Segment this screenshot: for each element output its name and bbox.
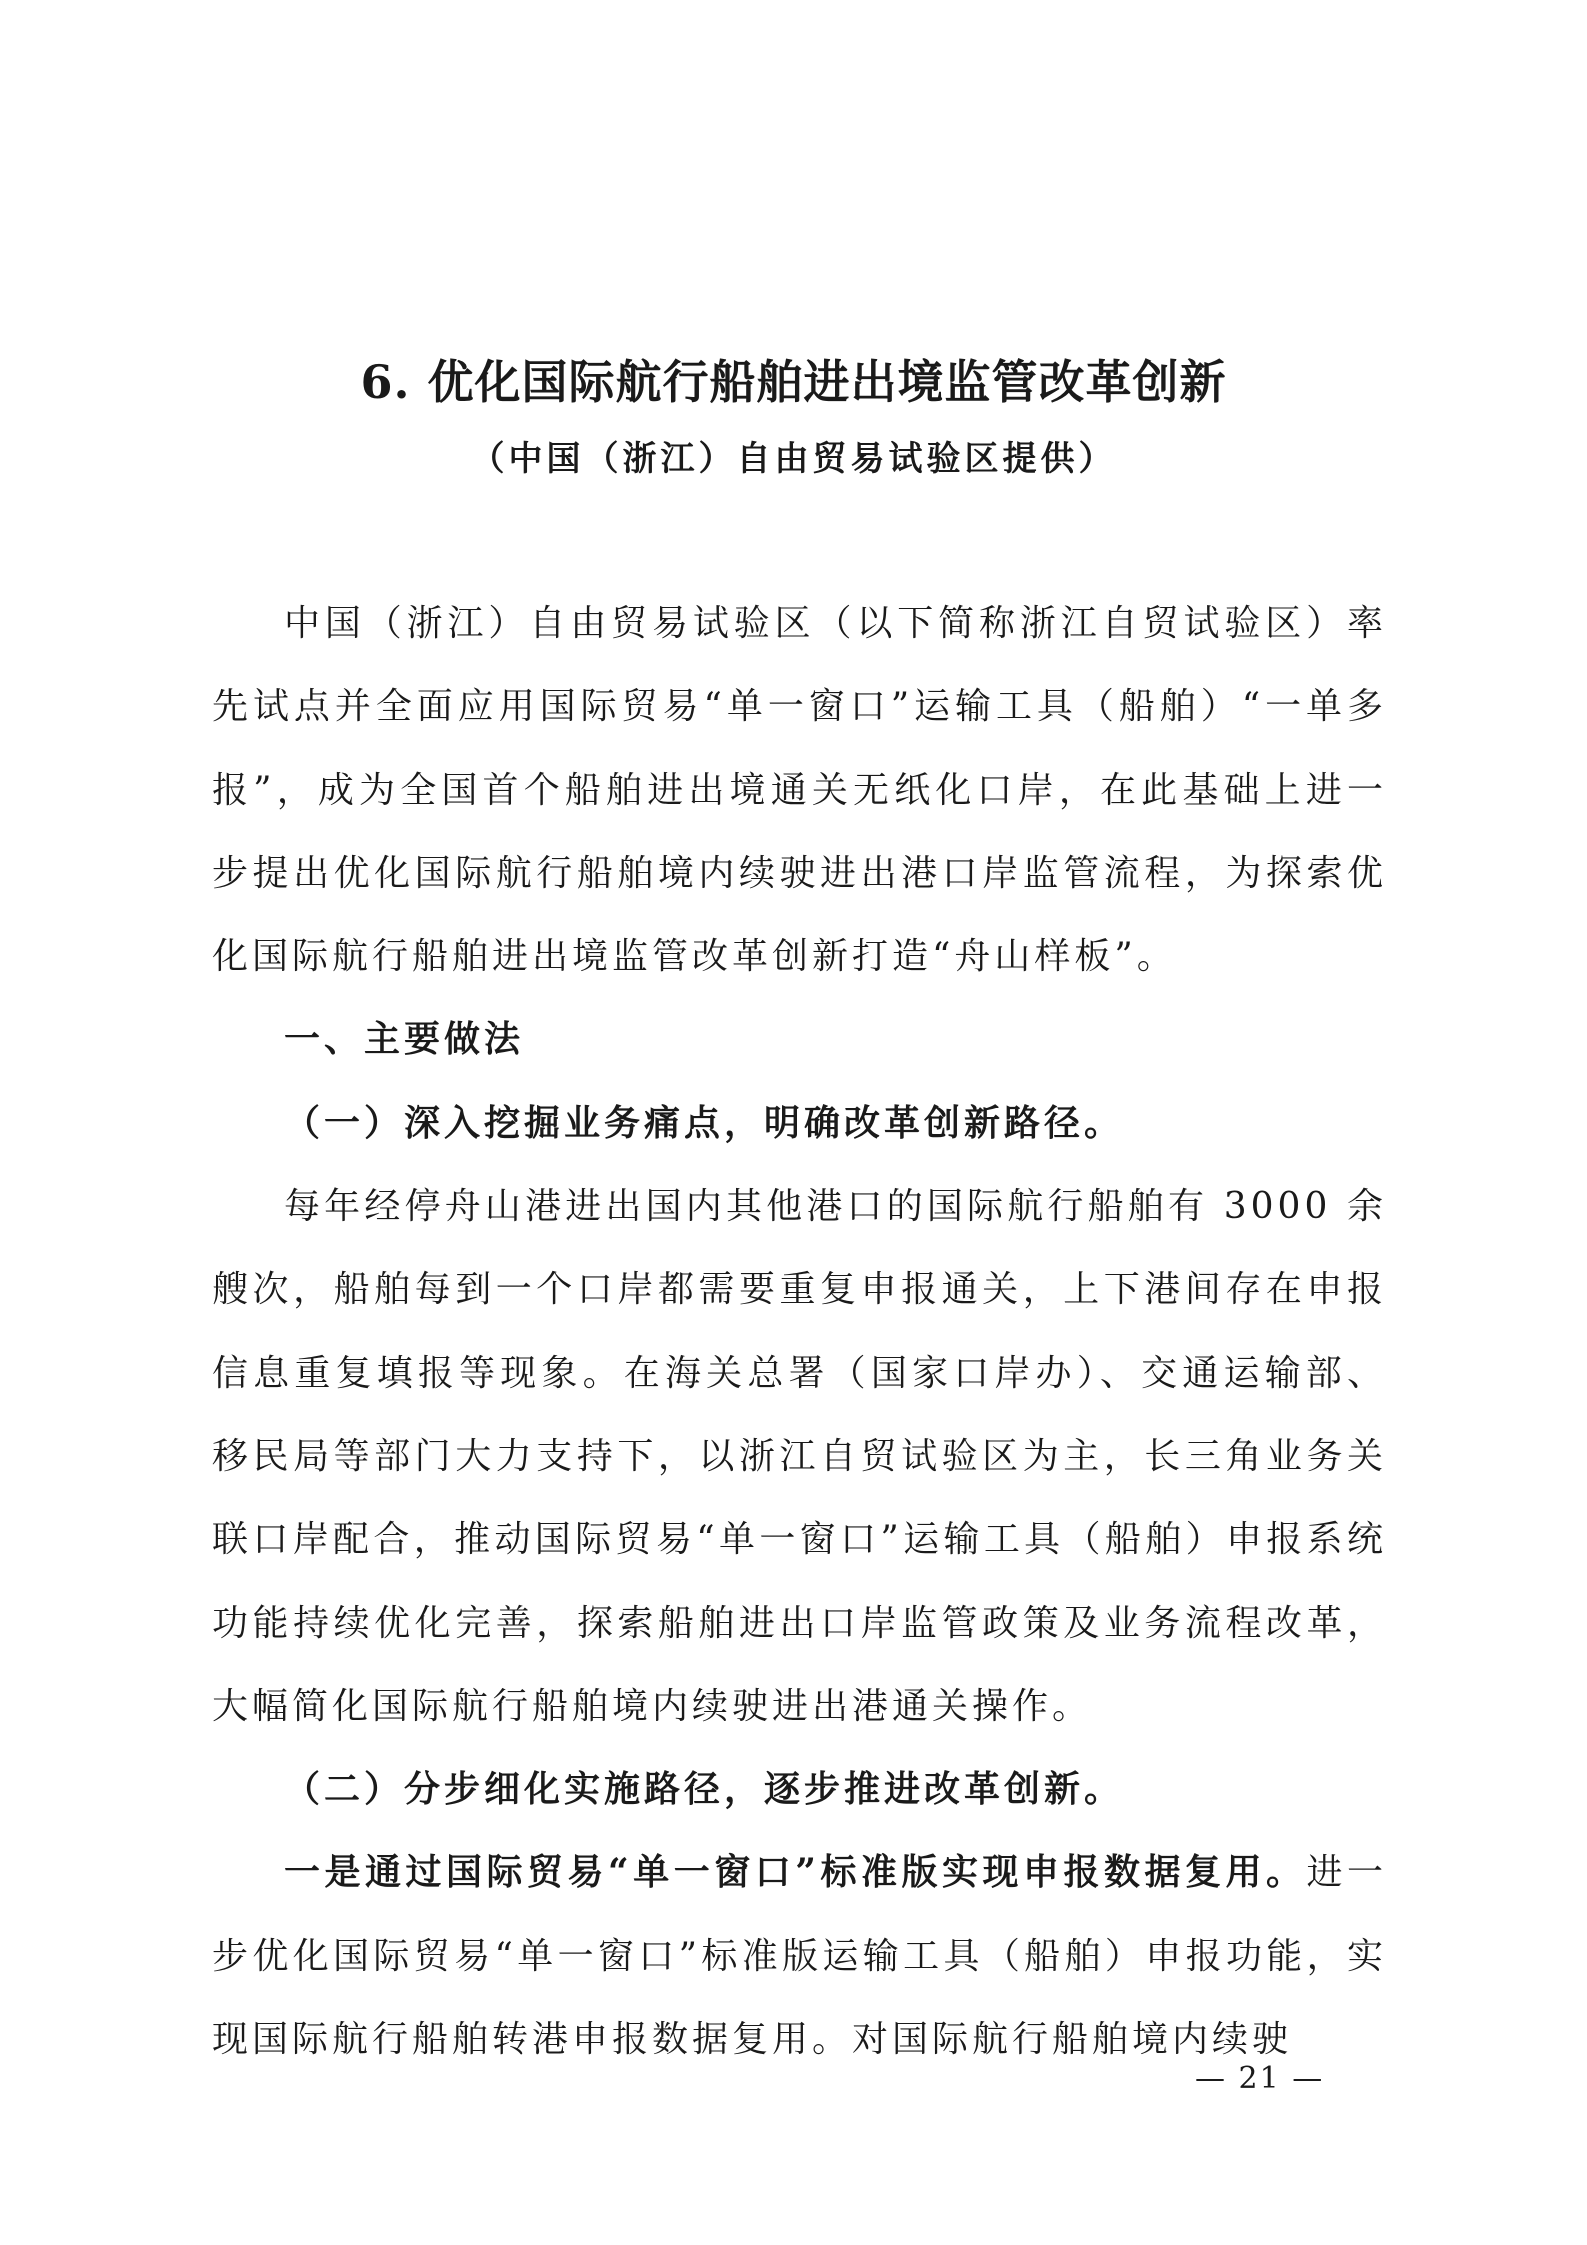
paragraph-lead-rest: 进一步优化国际贸易“单一窗口”标准版运输工具（船舶）申报功能，实现国际航行船舶转港申报数据复用。对国际航行船舶境内续驶 (212, 1852, 1387, 2061)
subsection-heading-1: （一）深入挖掘业务痛点，明确改革创新路径。 (284, 1101, 1125, 1144)
document-subtitle: （中国（浙江）自由贸易试验区提供） (470, 439, 1117, 479)
document-title: 6. 优化国际航行船舶进出境监管改革创新 (360, 355, 1227, 409)
section-heading-main-practices: 一、主要做法 (284, 1018, 525, 1061)
paragraph-background: 每年经停舟山港进出国内其他港口的国际航行船舶有 3000 余艘次，船舶每到一个口岸都需要重复申报通关，上下港间存在申报信息重复填报等现象。在海关总署（国家口岸办）、交通运输部、移民局等部门大力支持下，以浙江自贸试验区为主，长三角业务关联口岸配合，推动国际贸易“单一窗口”运输工具（船舶）申报系统功能持续优化完善，探索船舶进出口岸监管政策及业务流程改革，大幅简化国际航行船舶境内续驶进出港通关操作。 (212, 1186, 1387, 1727)
paragraph-data-reuse (212, 1831, 1387, 2081)
paragraph-intro: 中国（浙江）自由贸易试验区（以下简称浙江自贸试验区）率先试点并全面应用国际贸易“单一窗口”运输工具（船舶）“一单多报”，成为全国首个船舶进出境通关无纸化口岸，在此基础上进一步提出优化国际航行船舶境内续驶进出港口岸监管流程，为探索优化国际航行船舶进出境监管改革创新打造“舟山样板”。 (212, 603, 1387, 978)
subsection-heading-2: （二）分步细化实施路径，逐步推进改革创新。 (284, 1768, 1125, 1811)
page-number: — 21 — (1195, 2061, 1325, 2096)
paragraph-lead-bold: 一是通过国际贸易“单一窗口”标准版实现申报数据复用。 (284, 1851, 1307, 1894)
document-body (212, 582, 1387, 2081)
